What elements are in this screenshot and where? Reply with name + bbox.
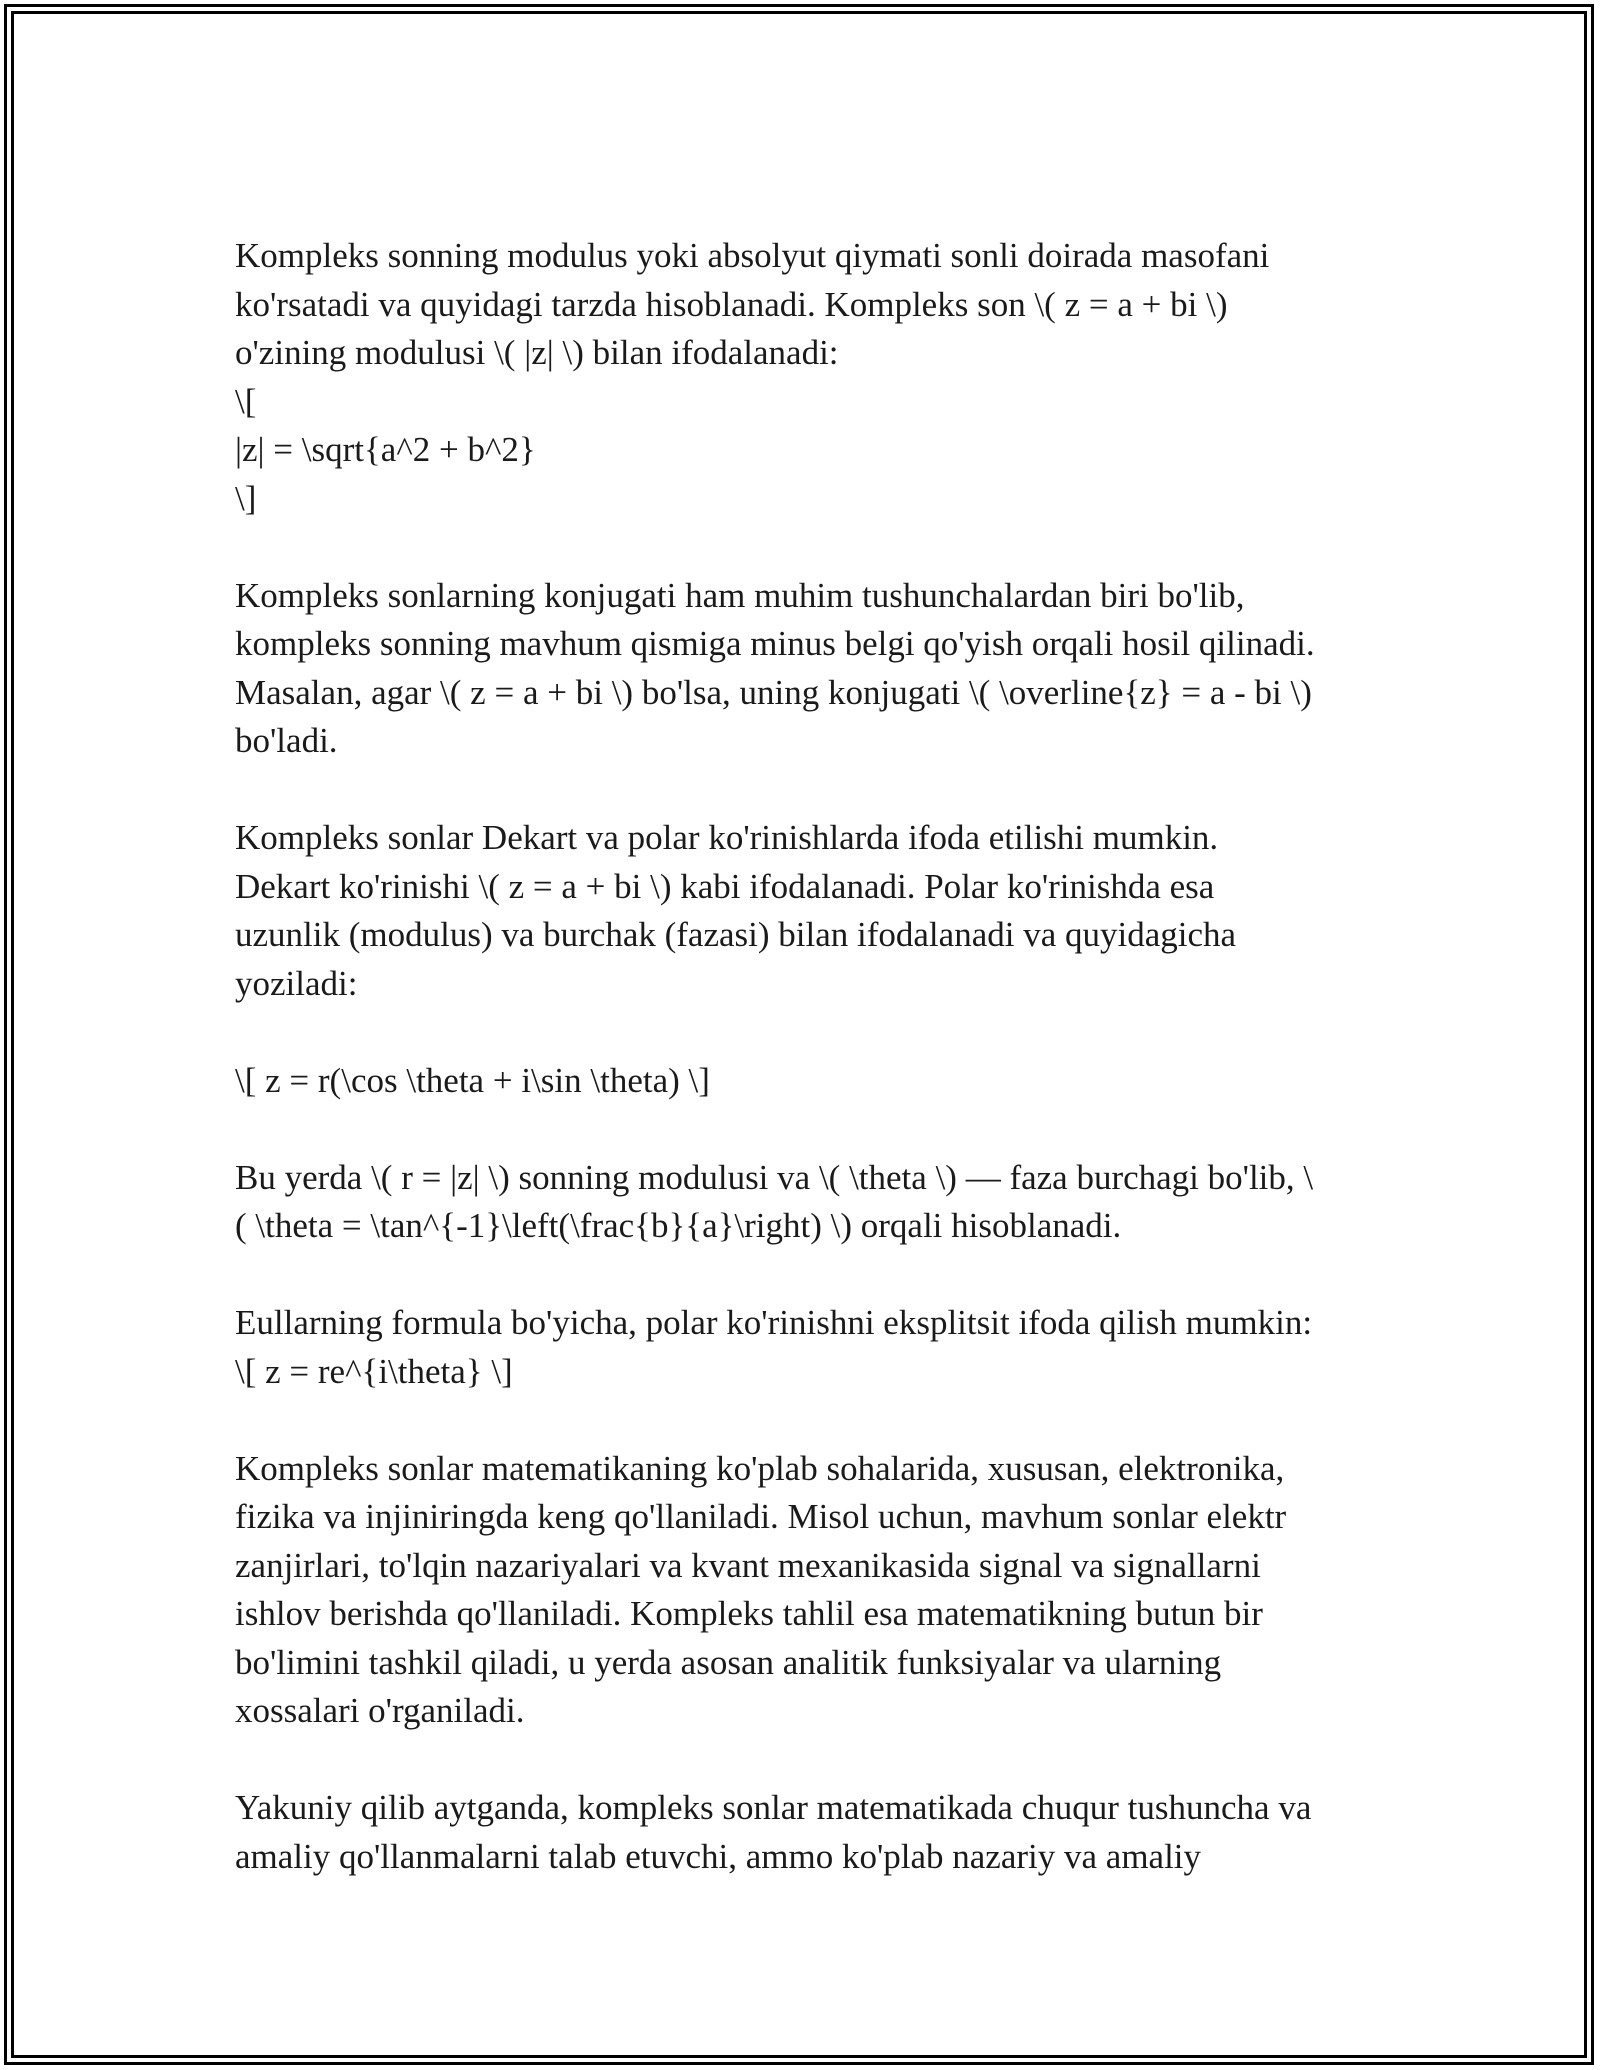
text-line: uzunlik (modulus) va burchak (fazasi) bilan ifodalanadi va quyidagicha	[235, 915, 1237, 954]
text-line: Kompleks sonlar Dekart va polar ko'rinishlarda ifoda etilishi mumkin.	[235, 818, 1219, 857]
text-line: ( \theta = \tan^{-1}\left(\frac{b}{a}\right) \) orqali hisoblanadi.	[235, 1206, 1122, 1245]
text-line: Dekart ko'rinishi \( z = a + bi \) kabi ifodalanadi. Polar ko'rinishda esa	[235, 866, 1215, 906]
text-line: ko'rsatadi va quyidagi tarzda hisoblanadi. Kompleks son \( z = a + bi \)	[235, 284, 1228, 324]
text-line: Kompleks sonlar matematikaning ko'plab sohalarida, xususan, elektronika,	[235, 1448, 1285, 1488]
paragraph-gap	[235, 766, 1375, 815]
document-body	[235, 232, 1375, 1881]
paragraph-gap	[235, 1251, 1375, 1300]
text-line: o'zining modulusi \( |z| \) bilan ifodalanadi:	[235, 333, 839, 372]
text-line: fizika va injiniringda keng qo'llaniladi. Misol uchun, mavhum sonlar elektr	[235, 1497, 1287, 1536]
text-line: Eullarning formula bo'yicha, polar ko'rinishni eksplitsit ifoda qilish mumkin:	[235, 1303, 1313, 1342]
text-line: Masalan, agar \( z = a + bi \) bo'lsa, uning konjugati \( \overline{z} = a - bi \)	[235, 672, 1312, 712]
text-line: yoziladi:	[235, 963, 358, 1003]
paragraph-gap	[235, 1008, 1375, 1057]
paragraph-gap	[235, 1396, 1375, 1445]
text-line: ishlov berishda qo'llaniladi. Kompleks tahlil esa matematikning butun bir	[235, 1594, 1263, 1633]
formula-line: \]	[235, 478, 257, 518]
formula-line: \[	[235, 381, 257, 421]
text-line: bo'ladi.	[235, 721, 338, 760]
text-line: bo'limini tashkil qiladi, u yerda asosan analitik funksiyalar va ularning	[235, 1642, 1222, 1682]
text-line: Yakuniy qilib aytganda, kompleks sonlar matematikada chuqur tushuncha va	[235, 1788, 1312, 1827]
text-line: zanjirlari, to'lqin nazariyalari va kvant mexanikasida signal va signallarni	[235, 1545, 1261, 1585]
paragraph-gap	[235, 1105, 1375, 1154]
formula-line: \[ z = r(\cos \theta + i\sin \theta) \]	[235, 1060, 710, 1100]
text-line: Kompleks sonning modulus yoki absolyut qiymati sonli doirada masofani	[235, 236, 1270, 275]
formula-line: \[ z = re^{i\theta} \]	[235, 1351, 513, 1391]
text-line: Bu yerda \( r = |z| \) sonning modulusi va \( \theta \) — faza burchagi bo'lib, \	[235, 1157, 1314, 1197]
text-line: amaliy qo'llanmalarni talab etuvchi, ammo ko'plab nazariy va amaliy	[235, 1836, 1202, 1876]
text-line: kompleks sonning mavhum qismiga minus belgi qo'yish orqali hosil qilinadi.	[235, 624, 1315, 663]
paragraph-gap	[235, 1736, 1375, 1785]
paragraph-gap	[235, 523, 1375, 572]
text-line: xossalari o'rganiladi.	[235, 1691, 525, 1730]
text-line: Kompleks sonlarning konjugati ham muhim tushunchalardan biri bo'lib,	[235, 575, 1245, 615]
formula-line: |z| = \sqrt{a^2 + b^2}	[235, 430, 536, 469]
